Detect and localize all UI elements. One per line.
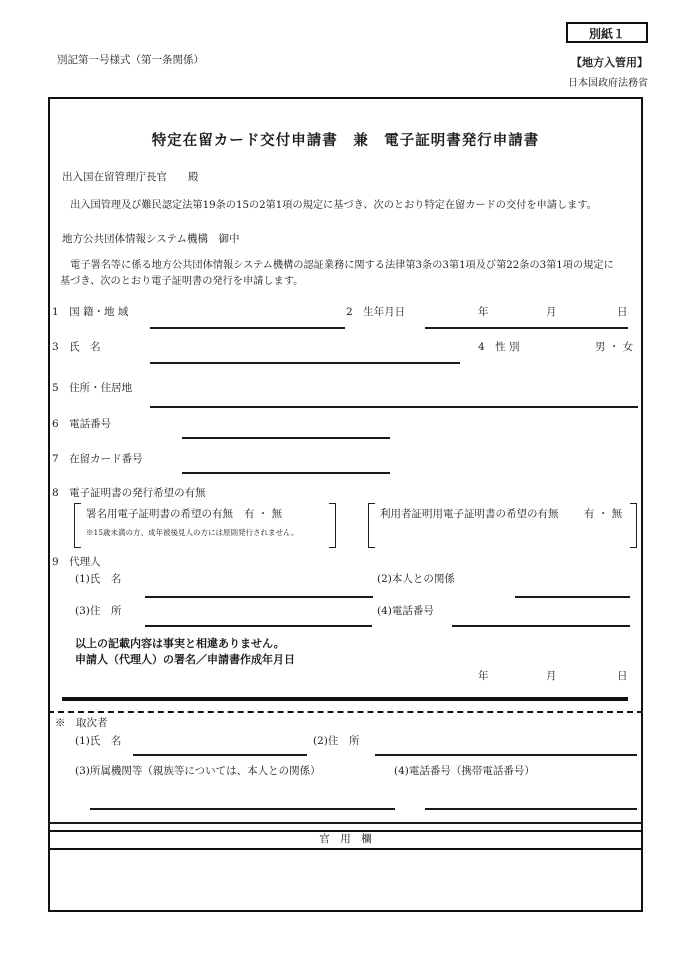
- fill-line-agent-phone: [425, 808, 637, 810]
- field-name-label: 3 氏 名: [52, 341, 101, 353]
- dashed-divider: [48, 711, 643, 713]
- right-bracket-open-icon: [368, 503, 375, 548]
- office-use-tag: 【地方入管用】: [571, 56, 648, 69]
- user-cert-options: 有 ・ 無: [584, 508, 623, 520]
- attachment-number-label: 別紙１: [588, 27, 625, 41]
- sig-cert-note: ※15歳未満の方、成年被後見人の方には原則発行されません。: [86, 528, 299, 537]
- declaration-line2: 申請人（代理人）の署名／申請書作成年月日: [75, 653, 295, 666]
- form-title: 特定在留カード交付申請書 兼 電子証明書発行申請書: [151, 132, 540, 149]
- fill-line-name: [150, 362, 460, 364]
- official-use-band-top-line: [48, 830, 643, 832]
- section-cert-label: 8 電子証明書の発行希望の有無: [52, 487, 206, 499]
- left-bracket-close-icon: [329, 503, 336, 548]
- sig-cert-options: 有 ・ 無: [244, 508, 283, 520]
- proxy-address-label: (3)住 所: [75, 605, 122, 617]
- fill-line-agent-name: [133, 754, 307, 756]
- official-use-area: [50, 851, 641, 909]
- fill-line-address: [150, 406, 638, 408]
- declaration-line1: 以上の記載内容は事実と相違ありません。: [75, 637, 285, 650]
- form-outer-border: [48, 97, 643, 912]
- form-code: 別記第一号様式（第一条関係）: [57, 54, 204, 66]
- agent-phone-label: (4)電話番号（携帯電話番号）: [394, 765, 535, 777]
- field-sex-label: 4 性 別: [478, 341, 520, 353]
- official-use-label: 官 用 欄: [319, 833, 372, 845]
- sex-options: 男 ・ 女: [595, 341, 634, 353]
- fill-line-agent-org: [90, 808, 395, 810]
- birthdate-day-label: 日: [617, 306, 628, 318]
- proxy-phone-label: (4)電話番号: [377, 605, 434, 617]
- field-nationality-label: 1 国 籍・地 域: [52, 306, 129, 318]
- proxy-name-label: (1)氏 名: [75, 573, 122, 585]
- field-phone-label: 6 電話番号: [52, 418, 112, 430]
- fill-line-proxy-address: [145, 625, 372, 627]
- signature-month-label: 月: [546, 670, 557, 682]
- agent-org-label: (3)所属機関等（親族等については、本人との関係）: [75, 765, 321, 777]
- fill-line-proxy-relation: [515, 596, 630, 598]
- agent-section-bottom-line: [48, 822, 643, 824]
- statement-jlis-line1: 電子署名等に係る地方公共団体情報システム機構の認証業務に関する法律第3条の3第1項及び第22条の3第1項の規定に: [60, 260, 614, 271]
- right-bracket-close-icon: [630, 503, 637, 548]
- proxy-relation-label: (2)本人との関係: [377, 573, 455, 585]
- statement-immigration: 出入国管理及び難民認定法第19条の15の2第1項の規定に基づき、次のとおり特定在留カードの交付を申請します。: [60, 200, 597, 211]
- fill-line-phone: [182, 437, 390, 439]
- field-residence-card-label: 7 在留カード番号: [52, 453, 143, 465]
- signature-day-label: 日: [617, 670, 628, 682]
- field-birthdate-label: 2 生年月日: [346, 306, 406, 318]
- addressee-jlis: 地方公共団体情報システム機構 御中: [62, 233, 240, 245]
- issuer-name: 日本国政府法務省: [568, 78, 648, 89]
- official-use-band-bottom-line: [48, 848, 643, 850]
- fill-line-residence-card: [182, 472, 390, 474]
- birthdate-month-label: 月: [546, 306, 557, 318]
- left-bracket-open-icon: [74, 503, 81, 548]
- agent-section-title: ※ 取次者: [55, 717, 108, 729]
- field-address-label: 5 住所・住居地: [52, 382, 133, 394]
- signature-year-label: 年: [478, 670, 489, 682]
- agent-name-label: (1)氏 名: [75, 735, 122, 747]
- attachment-number-box: [566, 22, 648, 43]
- user-cert-label: 利用者証明用電子証明書の希望の有無: [380, 508, 559, 520]
- agent-address-label: (2)住 所: [313, 735, 360, 747]
- fill-line-proxy-phone: [452, 625, 630, 627]
- section-proxy-label: 9 代理人: [52, 556, 101, 568]
- fill-line-proxy-name: [145, 596, 373, 598]
- fill-line-agent-address: [375, 754, 637, 756]
- fill-line-nationality: [150, 327, 345, 329]
- signature-line: [62, 697, 628, 701]
- birthdate-year-label: 年: [478, 306, 489, 318]
- addressee-immigration: 出入国在留管理庁長官 殿: [62, 171, 199, 183]
- sig-cert-label: 署名用電子証明書の希望の有無: [86, 508, 233, 520]
- fill-line-birthdate: [425, 327, 628, 329]
- statement-jlis-line2: 基づき、次のとおり電子証明書の発行を申請します。: [60, 276, 304, 287]
